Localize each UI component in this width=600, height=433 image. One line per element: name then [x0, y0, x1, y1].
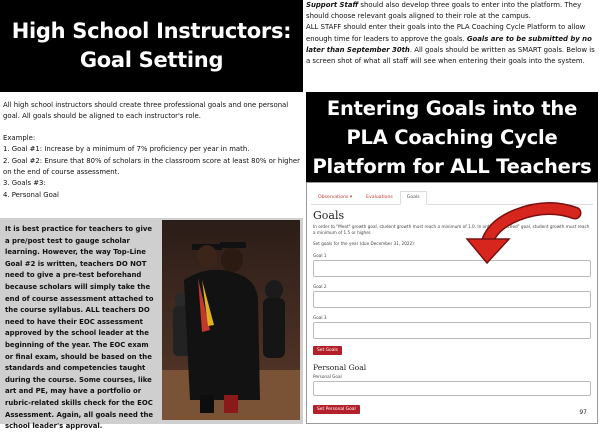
title-line-2: Goal Setting	[79, 48, 224, 72]
growth-instruction: In order to "Meet" growth goal, student growth must reach a minimum of 1.0. In order to "Exceed" goal, student growth must reach a minimum of 1.5 or higher.	[313, 224, 590, 235]
support-staff-body: should also develop three goals to enter into the platform. They should choose relevant goals aligned to their role at the campus.	[306, 1, 582, 21]
set-personal-goal-button[interactable]: Set Personal Goal	[313, 405, 360, 414]
goal-2-label: Goal 2	[313, 284, 327, 289]
goal-1-input[interactable]	[313, 260, 591, 277]
heading-line-1: Entering Goals into the	[326, 96, 578, 120]
title-banner	[0, 0, 303, 92]
deadline-emphasis: Goals are to be submitted by no later than September 30th	[306, 34, 592, 54]
goals-intro: All high school instructors should create three professional goals and one personal goal. All goals should be aligned to each instructor's role.	[3, 101, 289, 121]
all-staff-body: ALL STAFF should enter their goals into the PLA Coaching Cycle Platform to allow enough time for leaders to approve the goals.	[306, 23, 586, 43]
goal-example-2: 2. Goal #2: Ensure that 80% of scholars in the classroom score at least 80% or higher on the end of course assessment.	[3, 156, 300, 177]
best-practice-panel	[0, 218, 303, 431]
support-staff-text	[306, 0, 598, 90]
goal-2-input[interactable]	[313, 291, 591, 308]
graduation-photo-illustration	[162, 220, 300, 420]
support-staff-label: Support Staff	[306, 1, 359, 9]
example-label: Example:	[3, 133, 36, 142]
goal-example-3: 3. Goals #3:	[3, 179, 46, 188]
goal-example-4: 4. Personal Goal	[3, 190, 59, 199]
personal-goal-label: Personal Goal	[313, 374, 342, 379]
set-goals-due-text: Set goals for the year (due December 31, 2022):	[313, 241, 416, 246]
all-staff-body-end: . All goals should be written as SMART goals. Below is a screen shot of what all staff will see when entering their goals into the system.	[306, 45, 595, 66]
tab-observations[interactable]: Observations ▾	[318, 195, 353, 200]
goal-example-1: 1. Goal #1: Increase by a minimum of 7% proficiency per year in math.	[3, 145, 250, 154]
page-number: 97	[579, 409, 587, 416]
personal-goal-title: Personal Goal	[313, 363, 367, 372]
goal-1-label: Goal 1	[313, 253, 327, 258]
personal-goal-input[interactable]	[313, 381, 591, 396]
heading-line-3: Platform for ALL Teachers	[312, 154, 592, 178]
platform-tabs	[311, 191, 593, 205]
tab-evaluations[interactable]: Evaluations	[366, 195, 393, 200]
all-staff-paragraph	[306, 22, 598, 67]
platform-screenshot	[306, 182, 598, 424]
entering-goals-heading	[306, 92, 598, 182]
heading-line-2: PLA Coaching Cycle	[346, 125, 558, 149]
goals-title: Goals	[313, 209, 345, 222]
best-practice-text: It is best practice for teachers to give a pre/post test to gauge scholar learning. However, the way Top-Line Goal #2 is written, teachers DO NOT need to give a pre-test beforehand because scholars will simply take the end of course assessment attached to the course syllabus. ALL teachers DO need to have their EOC assessment approved by the school leader at the beginning of the year. The EOC exam or final exam, should be based on the standards and competencies taught during the course. Some courses, like art and PE, may have a portfolio or rubric-related skills check for the EOC Assessment. Again, all goals need the school leader's approval.	[5, 225, 154, 431]
title-line-1: High School Instructors:	[11, 19, 292, 43]
goal-3-input[interactable]	[313, 322, 591, 339]
set-goals-button[interactable]: Set Goals	[313, 346, 342, 355]
goals-instructions	[0, 98, 303, 216]
support-staff-paragraph	[306, 0, 598, 22]
goal-3-label: Goal 3	[313, 315, 327, 320]
tab-goals[interactable]: Goals	[400, 191, 427, 205]
graduation-photo	[162, 220, 300, 420]
